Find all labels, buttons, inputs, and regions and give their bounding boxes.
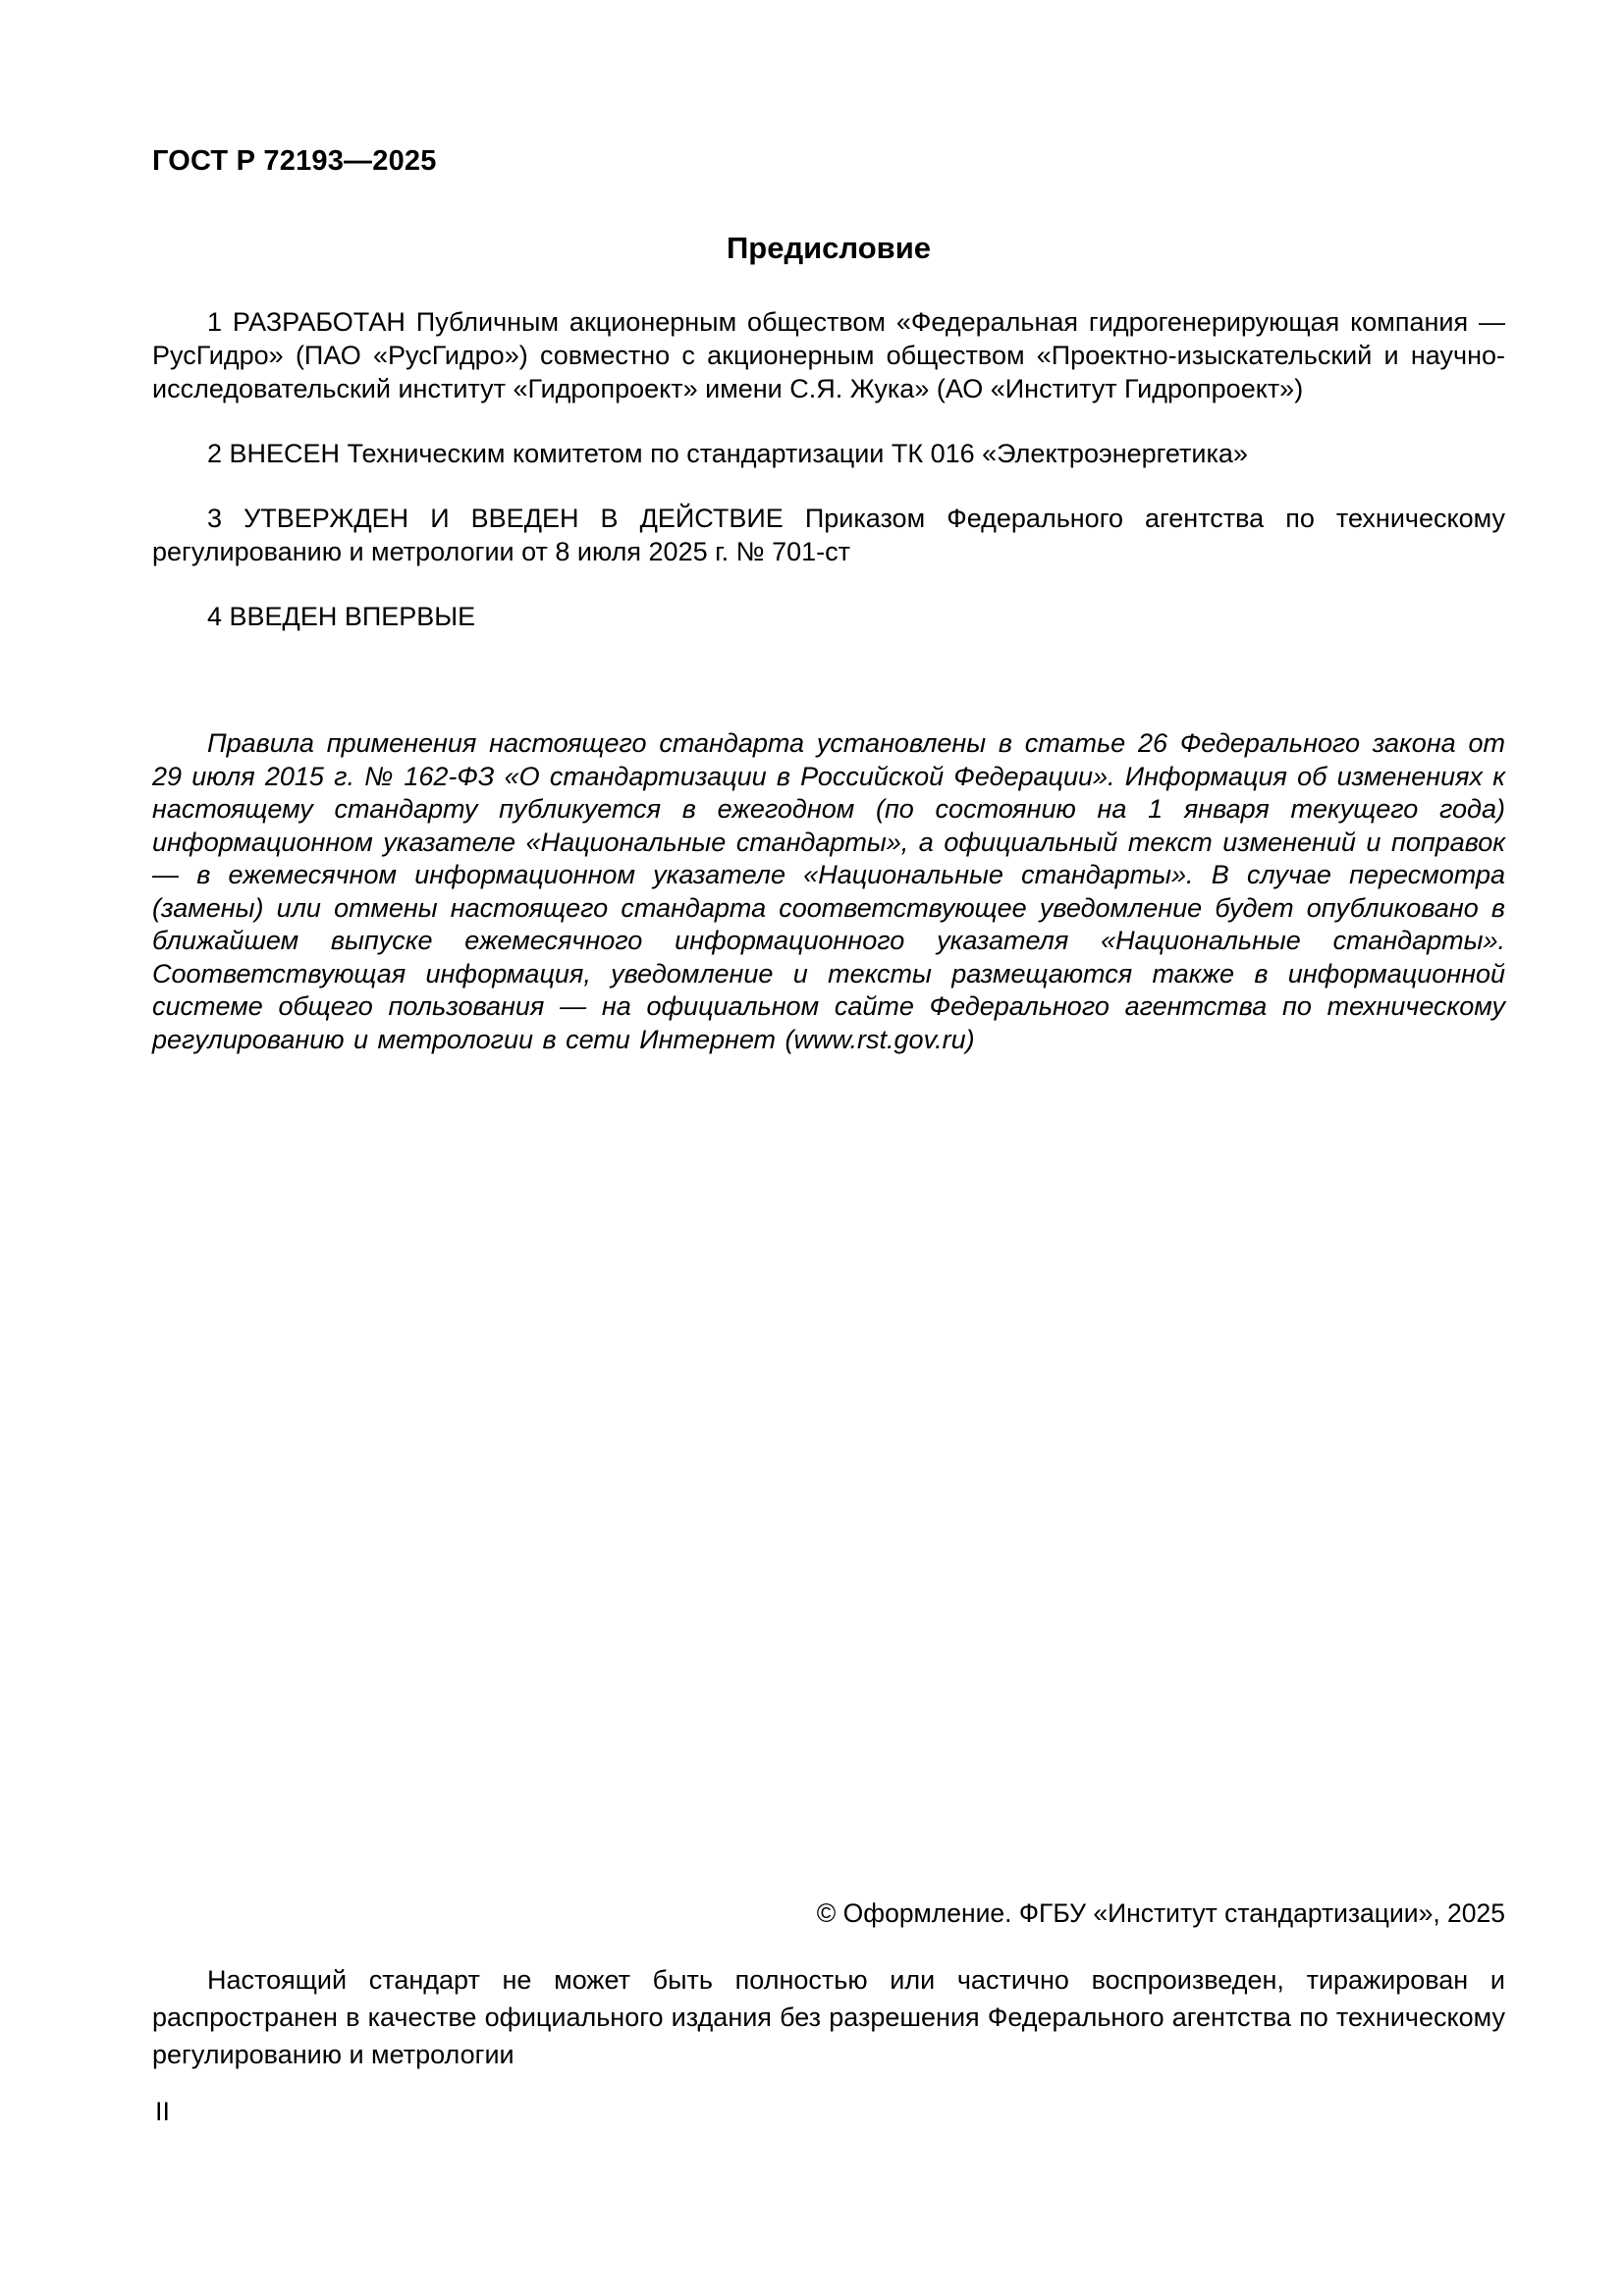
preface-item-submitted: 2 ВНЕСЕН Техническим комитетом по стандартизации ТК 016 «Электроэнергетика» [207, 439, 1248, 468]
reproduction-restriction-note: Настоящий стандарт не может быть полностью или частично воспроизведен, тиражирован и распространен в качестве официального издания без разрешения Федерального агентства по техническому регулированию и метрологии [152, 1965, 1505, 2069]
application-rules-note: Правила применения настоящего стандарта установлены в статье 26 Федерального закона от 29 июля 2015 г. № 162-ФЗ «О стандартизации в Российской Федерации». Информация об изменениях к настоящему стандарту публикуется в ежегодном (по состоянию на 1 января текущего года) информационном указателе «Национальные стандарты», а официальный текст изменений и поправок — в ежемесячном информационном указателе «Национальные стандарты». В случае пересмотра (замены) или отмены настоящего стандарта соответствующее уведомление будет опубликовано в ближайшем выпуске ежемесячного информационного указателя «Национальные стандарты». Соответствующая информация, уведомление и тексты размещаются также в информационной системе общего пользования — на официальном сайте Федерального агентства по техническому регулированию и метрологии в сети Интернет (www.rst.gov.ru) [152, 728, 1505, 1054]
page-number: II [155, 2097, 171, 2126]
preface-title: Предисловие [726, 231, 931, 265]
preface-content [152, 145, 1505, 1056]
preface-item-first-introduced: 4 ВВЕДЕН ВПЕРВЫЕ [207, 602, 476, 631]
preface-item-developed: 1 РАЗРАБОТАН Публичным акционерным обществом «Федеральная гидрогенерирующая компания — РусГидро» (ПАО «РусГидро») совместно с акционерным обществом «Проектно-изыскательский и научно-исследовательский институт «Гидропроект» имени С.Я. Жука» (АО «Институт Гидропроект») [152, 307, 1505, 403]
copyright-notice: © Оформление. ФГБУ «Институт стандартизации», 2025 [816, 1898, 1505, 1928]
preface-item-approved: 3 УТВЕРЖДЕН И ВВЕДЕН В ДЕЙСТВИЕ Приказом Федерального агентства по техническому регулированию и метрологии от 8 июля 2025 г. № 701-ст [152, 504, 1505, 566]
document-code: ГОСТ Р 72193—2025 [152, 145, 437, 177]
